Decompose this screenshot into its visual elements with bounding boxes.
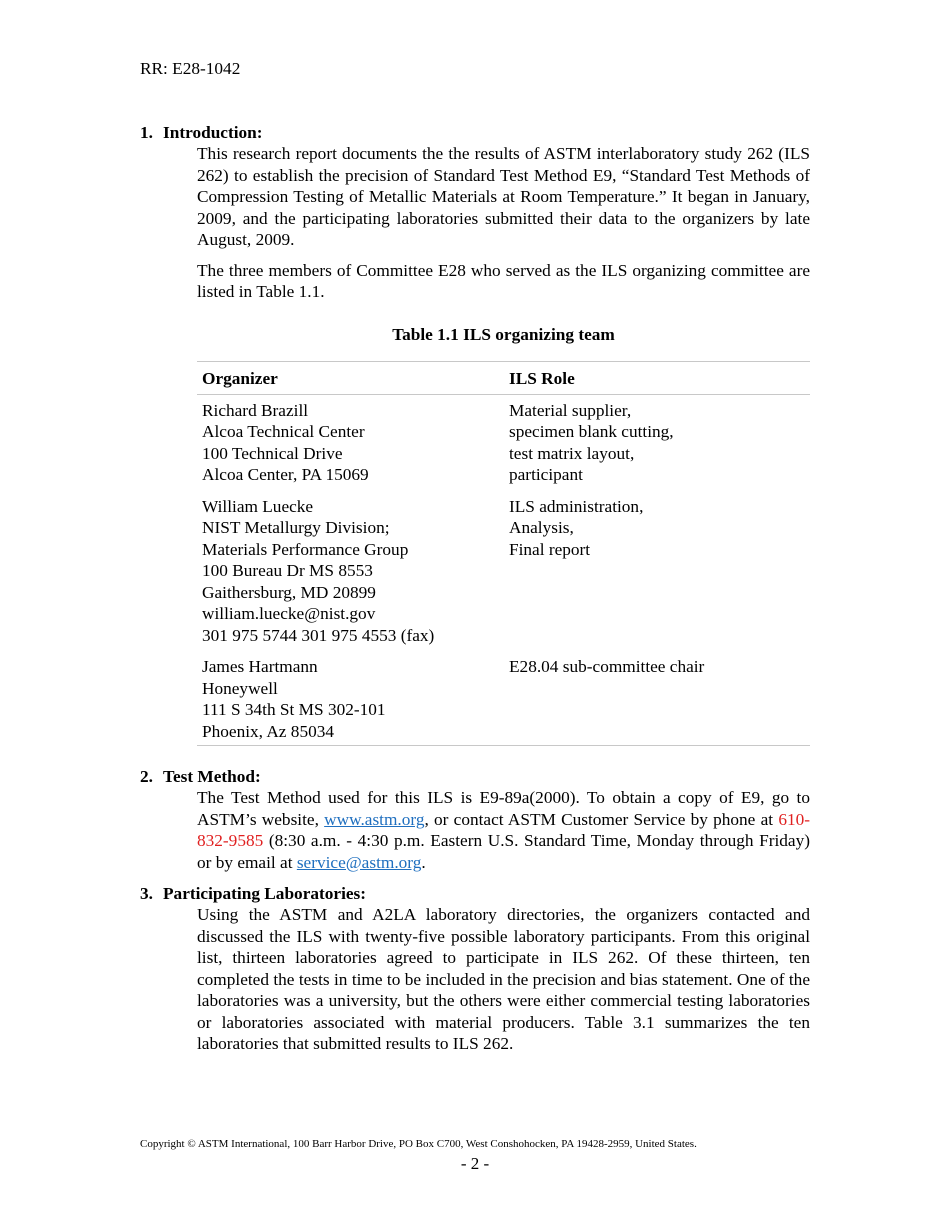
- section-title-text: Participating Laboratories:: [163, 884, 367, 903]
- section-introduction: [140, 123, 810, 303]
- section-number: 1.: [140, 123, 153, 142]
- page-number: - 2 -: [460, 1154, 490, 1173]
- table-caption: Table 1.1 ILS organizing team: [392, 325, 615, 344]
- organizer-cell: [197, 491, 504, 652]
- role-line: ILS administration,: [509, 496, 644, 516]
- section-title-text: Introduction:: [163, 123, 263, 142]
- labs-paragraph: Using the ASTM and A2LA laboratory directories, the organizers contacted and discussed the ILS with twenty-five possible laboratory participants. From this original list, thirteen laboratories agreed to participate in ILS 262. Of these thirteen, ten completed the tests in time to be included in the precision and bias statement. One of the laboratories was a university, but the others were either commercial testing laboratories or laboratories associated with material producers. Table 3.1 summarizes the ten laboratories that submitted results to ILS 262.: [197, 905, 810, 1053]
- organizing-team-table: [197, 361, 810, 746]
- column-header-organizer: Organizer: [197, 362, 504, 395]
- test-method-paragraph: [197, 787, 810, 873]
- organizer-line: NIST Metallurgy Division;: [202, 518, 390, 537]
- organizer-line: Alcoa Center, PA 15069: [202, 465, 369, 484]
- role-line: Final report: [509, 539, 591, 559]
- astm-website-link[interactable]: www.astm.org: [324, 809, 425, 829]
- section-title: [140, 767, 810, 787]
- organizer-line: Phoenix, Az 85034: [202, 721, 335, 741]
- table-header-row: [197, 362, 810, 395]
- copyright-footer: Copyright © ASTM International, 100 Barr Harbor Drive, PO Box C700, West Conshohocken, PA 19428-2959, United States.: [140, 1138, 697, 1150]
- report-id-header: RR: E28-1042: [140, 59, 241, 78]
- role-line: test matrix layout,: [509, 443, 635, 463]
- intro-paragraph-2: The three members of Committee E28 who served as the ILS organizing committee are listed in Table 1.1.: [197, 260, 810, 301]
- organizer-line: 111 S 34th St MS 302-101: [202, 700, 386, 719]
- organizer-line: Honeywell: [202, 678, 278, 698]
- section-body: [197, 143, 810, 303]
- test-method-text: .: [421, 852, 426, 872]
- organizer-cell: [197, 394, 504, 491]
- test-method-text: (8:30 a.m. - 4:30 p.m. Eastern U.S. Standard Time, Monday through Friday) or by email at: [197, 831, 810, 872]
- test-method-text: , or contact ASTM Customer Service by phone at: [424, 809, 779, 829]
- role-cell: [504, 394, 810, 491]
- organizer-line: 100 Technical Drive: [202, 443, 343, 463]
- role-cell: [504, 491, 810, 652]
- section-number: 3.: [140, 884, 153, 903]
- section-participating-labs: [140, 884, 810, 1055]
- role-line: Analysis,: [509, 518, 574, 537]
- role-line: Material supplier,: [509, 400, 632, 420]
- role-cell: [504, 651, 810, 746]
- organizer-line: Alcoa Technical Center: [202, 422, 365, 441]
- organizer-phone: 301 975 5744 301 975 4553 (fax): [202, 625, 435, 645]
- section-title: [140, 123, 810, 143]
- organizer-line: Richard Brazill: [202, 400, 309, 420]
- section-number: 2.: [140, 767, 153, 786]
- section-body: [197, 904, 810, 1055]
- organizer-line: Materials Performance Group: [202, 539, 409, 559]
- table-row: [197, 394, 810, 491]
- intro-paragraph-1: This research report documents the the results of ASTM interlaboratory study 262 (ILS 262) to establish the precision of Standard Test Method E9, “Standard Test Methods of Compression Testing of Metallic Materials at Room Temperature.” It began in January, 2009, and the participating laboratories submitted their data to the organizers by late August, 2009.: [197, 144, 810, 249]
- organizer-line: James Hartmann: [202, 657, 318, 676]
- customer-service-phone: 610-832-9585: [197, 809, 810, 850]
- section-title-text: Test Method:: [163, 767, 261, 786]
- table-row: [197, 651, 810, 746]
- organizer-cell: [197, 651, 504, 746]
- section-body: [197, 787, 810, 873]
- table-row: [197, 491, 810, 652]
- service-email-link[interactable]: service@astm.org: [296, 852, 422, 872]
- column-header-role: ILS Role: [504, 362, 810, 395]
- section-title: [140, 884, 810, 904]
- organizer-email: william.luecke@nist.gov: [202, 604, 376, 623]
- organizer-line: 100 Bureau Dr MS 8553: [202, 561, 373, 580]
- organizer-line: William Luecke: [202, 496, 314, 516]
- test-method-text: The Test Method used for this ILS is E9-89a(2000). To obtain a copy of E9, go to ASTM’s website,: [197, 788, 810, 829]
- role-line: E28.04 sub-committee chair: [509, 657, 705, 676]
- section-test-method: [140, 767, 810, 873]
- role-line: participant: [509, 465, 583, 484]
- organizer-line: Gaithersburg, MD 20899: [202, 582, 376, 602]
- role-line: specimen blank cutting,: [509, 422, 674, 441]
